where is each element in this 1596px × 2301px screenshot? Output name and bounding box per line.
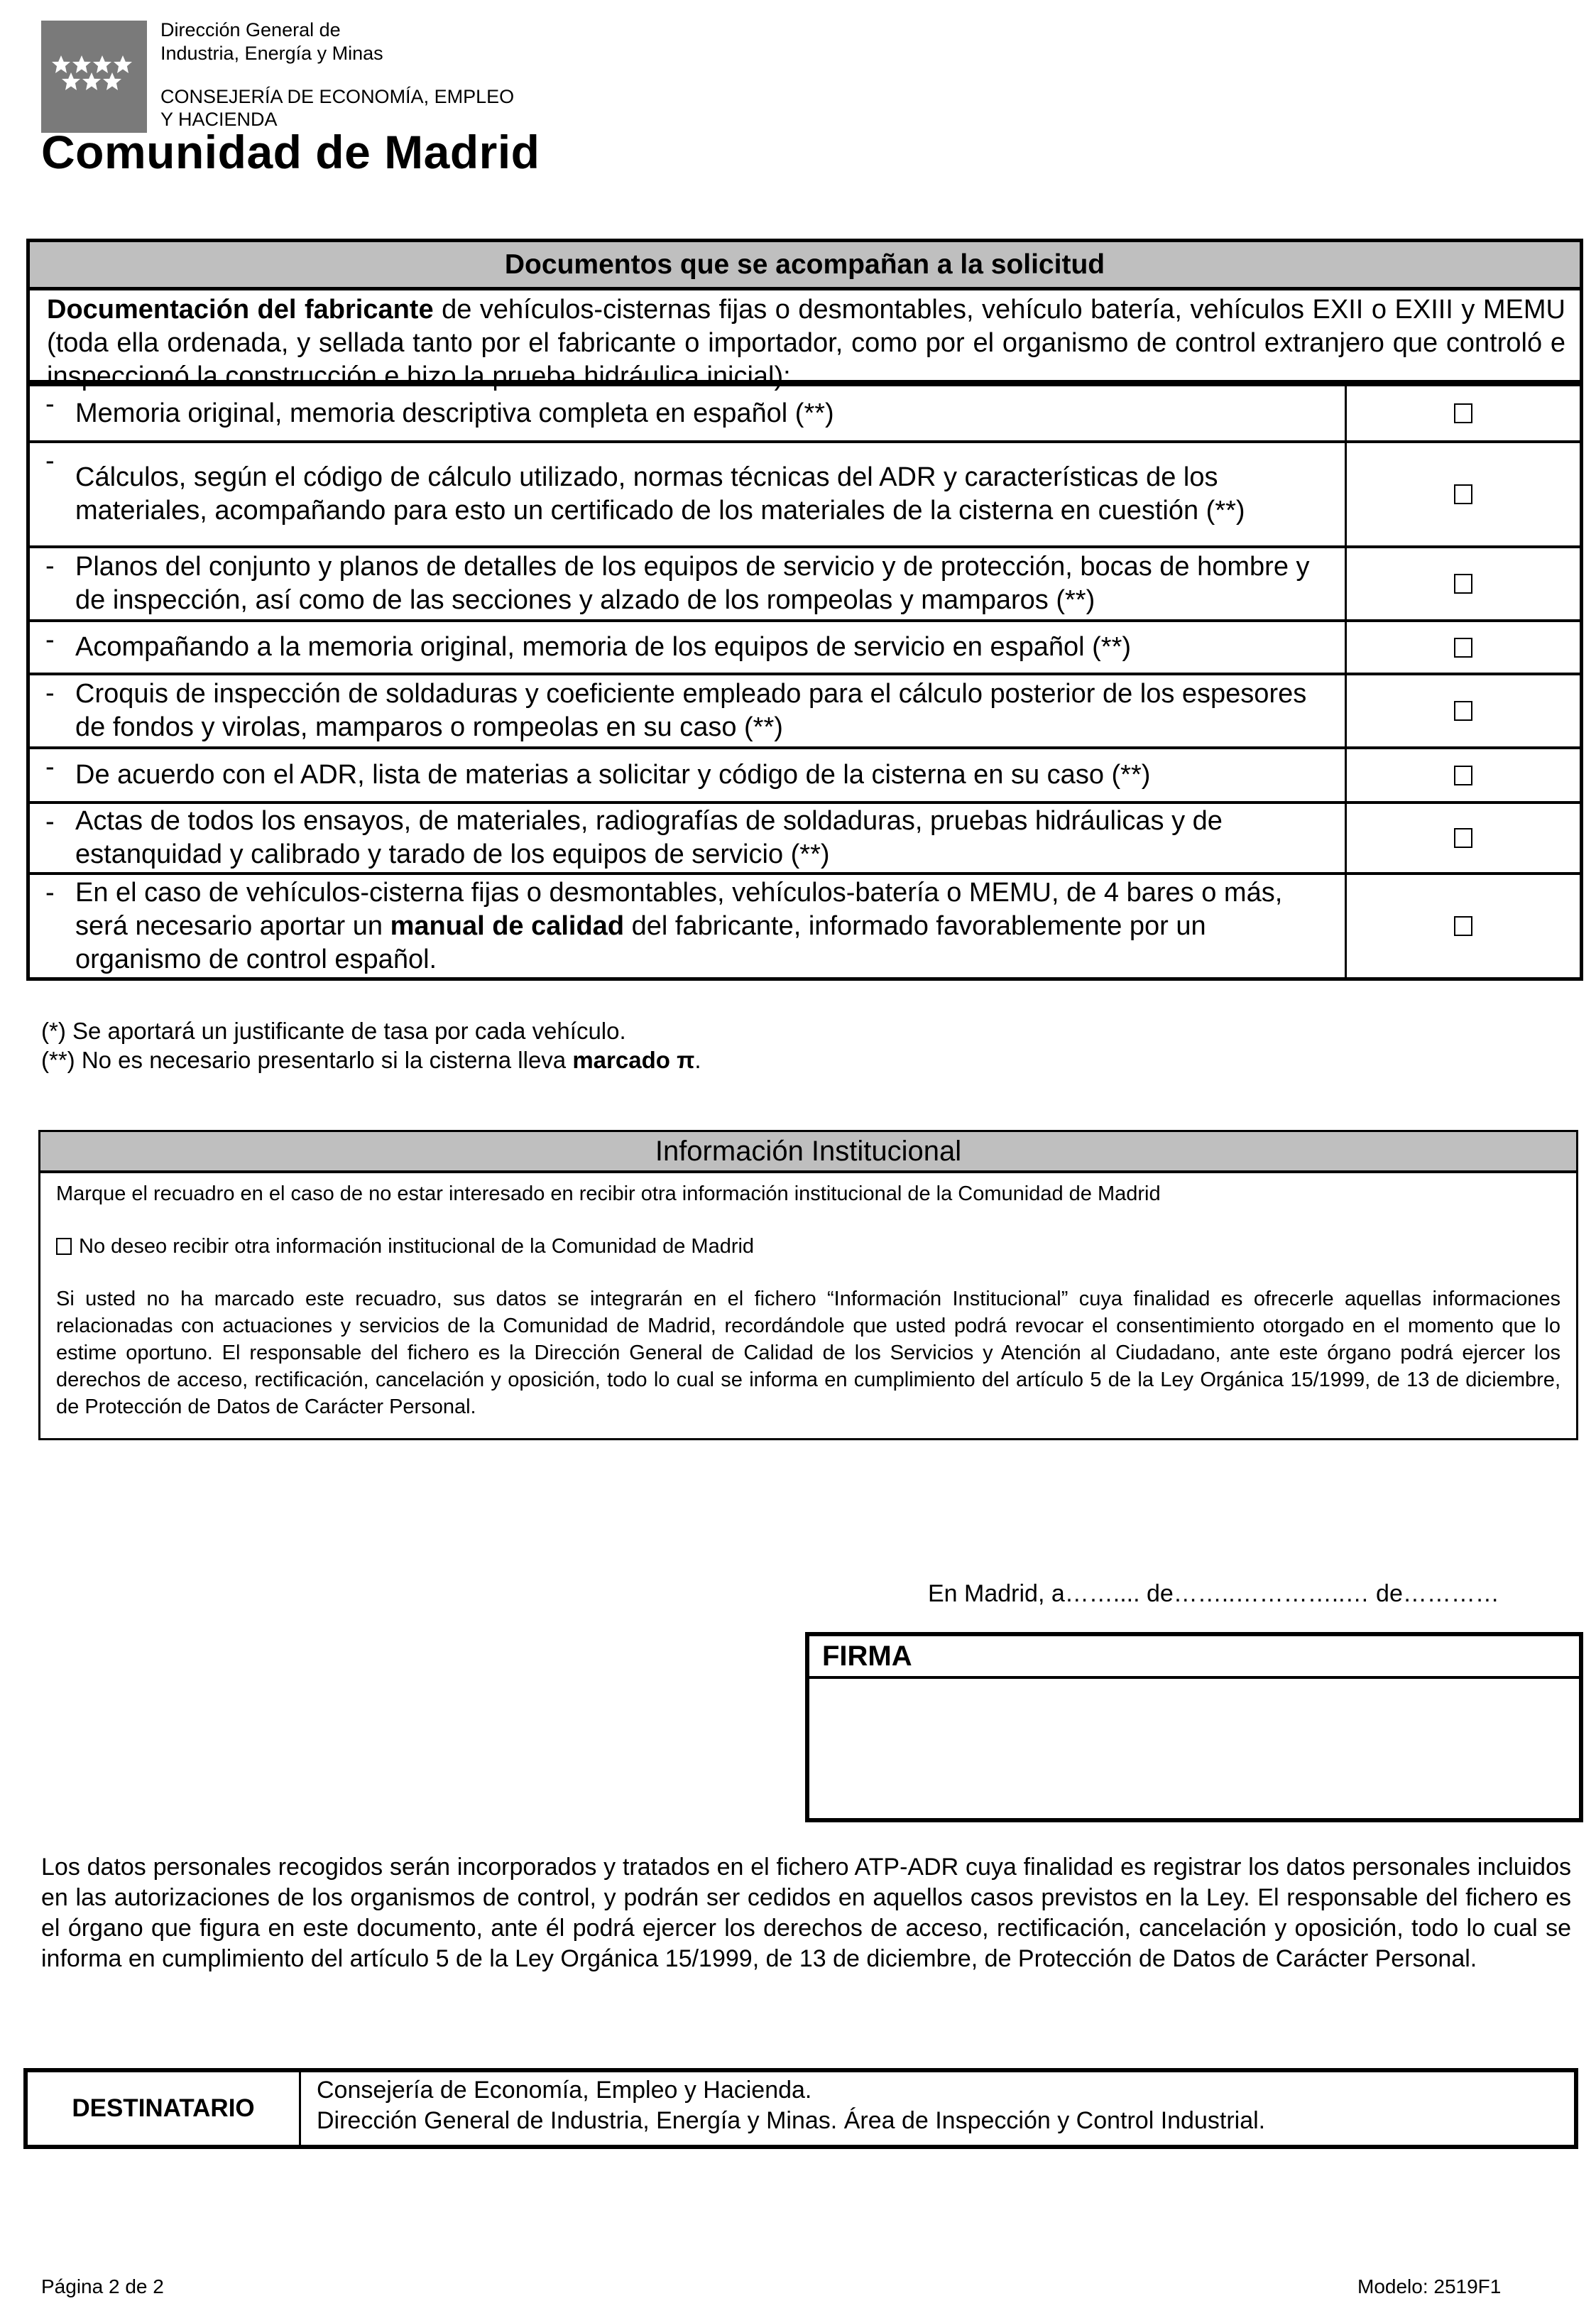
document-row (30, 872, 1580, 977)
document-checkbox[interactable] (1454, 701, 1472, 721)
seven-stars-flag-icon (48, 53, 141, 96)
footnote-bold: marcado π (572, 1047, 695, 1073)
document-item-text: De acuerdo con el ADR, lista de materias a solicitar y código de la cisterna en su caso (**) (75, 760, 1151, 790)
page-number: Página 2 de 2 (41, 2275, 164, 2297)
document-item-text: Planos del conjunto y planos de detalles de los equipos de servicio y de protección, bocas de hombre y de inspección, así como de las secciones y alzado de los rompeolas y mamparos (**) (75, 552, 1310, 615)
document-item-text-part: del fabricante, informado favorablemente por un organismo de control español. (75, 910, 1206, 974)
list-dash: - (45, 446, 55, 476)
document-item-bold: manual de calidad (390, 910, 625, 941)
document-row (30, 440, 1580, 545)
institutional-info-paragraph: Si usted no ha marcado este recuadro, sus datos se integrarán en el fichero “Información Institucional” cuya finalidad es ofrecerle aquellas informaciones relacionadas con actuaciones y servicios de la Comunidad de Madrid, recordándole que usted podrá revocar el consentimiento otorgado en el momento que lo estime oportuno. El responsable del fichero es la Dirección General de Calidad de los Servicios y Atención al Ciudadano, ante este órgano podrá ejercer los derechos de acceso, rectificación, cancelación y oposición, todo lo cual se informa en cumplimiento del artículo 5 de la Ley Orgánica 15/1999, de 13 de diciembre, de Protección de Datos de Carácter Personal. (56, 1288, 1561, 1418)
model-number: Modelo: 2519F1 (1357, 2275, 1502, 2297)
documents-intro (30, 290, 1580, 391)
institutional-info-title: Información Institucional (40, 1132, 1576, 1173)
list-dash: - (45, 807, 55, 837)
documents-intro-text: de vehículos-cisternas fijas o desmontables, vehículo batería, vehículos EXII o EXIII y MEMU (toda ella ordenada, y sellada tanto por el fabricante o importador, como por el organismo de control extranjero que controló e inspeccionó la construcción e hizo la prueba hidráulica inicial): (47, 295, 1565, 391)
list-dash: - (45, 625, 55, 655)
list-dash: - (45, 389, 55, 419)
footnote-text: . (694, 1047, 701, 1073)
list-dash: - (45, 678, 55, 708)
institutional-info-instruction: Marque el recuadro en el caso de no estar interesado en recibir otra información institucional de la Comunidad de Madrid (56, 1182, 1161, 1205)
document-item-text: Memoria original, memoria descriptiva completa en español (**) (75, 398, 834, 428)
org-ministry-line-1: CONSEJERÍA DE ECONOMÍA, EMPLEO (160, 86, 515, 107)
org-directorate-line-1: Dirección General de (160, 19, 341, 40)
brand-title: Comunidad de Madrid (41, 126, 540, 178)
document-item-text: Croquis de inspección de soldaduras y coeficiente empleado para el cálculo posterior de los espesores de fondos y virolas, mamparos o rompeolas en su caso (**) (75, 679, 1307, 742)
document-checkbox[interactable] (1454, 916, 1472, 936)
signature-label: FIRMA (809, 1636, 1579, 1679)
document-row (30, 545, 1580, 619)
document-row (30, 746, 1580, 801)
place-date-line[interactable]: En Madrid, a…….... de……..…………..… de………… (928, 1580, 1499, 1607)
org-directorate-line-2: Industria, Energía y Minas (160, 43, 383, 64)
footnote-double-asterisk (41, 1046, 701, 1075)
document-item-text: Cálculos, según el código de cálculo utilizado, normas técnicas del ADR y características de los materiales, acompañando para esto un certificado de los materiales de la cisterna en cuestión (**) (75, 462, 1245, 526)
optout-option[interactable] (40, 1233, 1576, 1260)
footnote-single-asterisk: (*) Se aportará un justificante de tasa por cada vehículo. (41, 1018, 626, 1044)
recipient-label: DESTINATARIO (28, 2072, 301, 2145)
privacy-notice: Los datos personales recogidos serán incorporados y tratados en el fichero ATP-ADR cuya finalidad es registrar los datos personales incluidos en las autorizaciones de los organismos de control, y podrán ser cedidos en aquellos casos previstos en la Ley. El responsable del fichero es el órgano que figura en este documento, ante él podrá ejercer los derechos de acceso, rectificación, cancelación y oposición, todo lo cual se informa en cumplimiento del artículo 5 de la Ley Orgánica 15/1999, de 13 de diciembre, de Protección de Datos de Carácter Personal. (41, 1854, 1571, 1972)
documents-table-title: Documentos que se acompañan a la solicitud (30, 242, 1580, 290)
org-ministry-line-2: Y HACIENDA (160, 109, 278, 130)
recipient-value (301, 2072, 1574, 2145)
document-item-text (75, 876, 1338, 977)
document-item-text: Actas de todos los ensayos, de materiales, radiografías de soldaduras, pruebas hidráulicas y de estanquidad y calibrado y tarado de los equipos de servicio (**) (75, 806, 1223, 869)
optout-label: No deseo recibir otra información institucional de la Comunidad de Madrid (79, 1235, 755, 1258)
document-row (30, 673, 1580, 746)
signature-box[interactable] (805, 1632, 1583, 1822)
recipient-line-2: Dirección General de Industria, Energía y Minas. Área de Inspección y Control Industrial. (317, 2107, 1266, 2134)
optout-checkbox[interactable] (56, 1238, 72, 1255)
list-dash: - (45, 551, 55, 581)
footnote-text: (**) No es necesario presentarlo si la cisterna lleva (41, 1047, 573, 1073)
recipient-line-1: Consejería de Economía, Empleo y Hacienda. (317, 2077, 812, 2104)
recipient-box (23, 2068, 1578, 2149)
list-dash: - (45, 752, 55, 782)
document-checkbox[interactable] (1454, 403, 1472, 423)
document-checkbox[interactable] (1454, 484, 1472, 504)
documents-intro-bold: Documentación del fabricante (47, 295, 434, 325)
logo-emblem (41, 21, 147, 133)
document-checkbox[interactable] (1454, 638, 1472, 658)
document-item-text: Acompañando a la memoria original, memoria de los equipos de servicio en español (**) (75, 632, 1132, 662)
document-row (30, 619, 1580, 673)
document-row (30, 801, 1580, 872)
signature-area[interactable] (809, 1679, 1579, 1814)
document-checkbox[interactable] (1454, 828, 1472, 848)
document-checkbox[interactable] (1454, 766, 1472, 785)
list-dash: - (45, 878, 55, 908)
document-item-text-part: En el caso de vehículos-cisterna fijas o desmontables, vehículos-batería o MEMU, de 4 bares o más, será necesario aportar un (75, 877, 1283, 941)
document-row (30, 384, 1580, 440)
document-checkbox[interactable] (1454, 574, 1472, 594)
institutional-info-box (38, 1130, 1578, 1440)
documents-table (26, 239, 1583, 981)
